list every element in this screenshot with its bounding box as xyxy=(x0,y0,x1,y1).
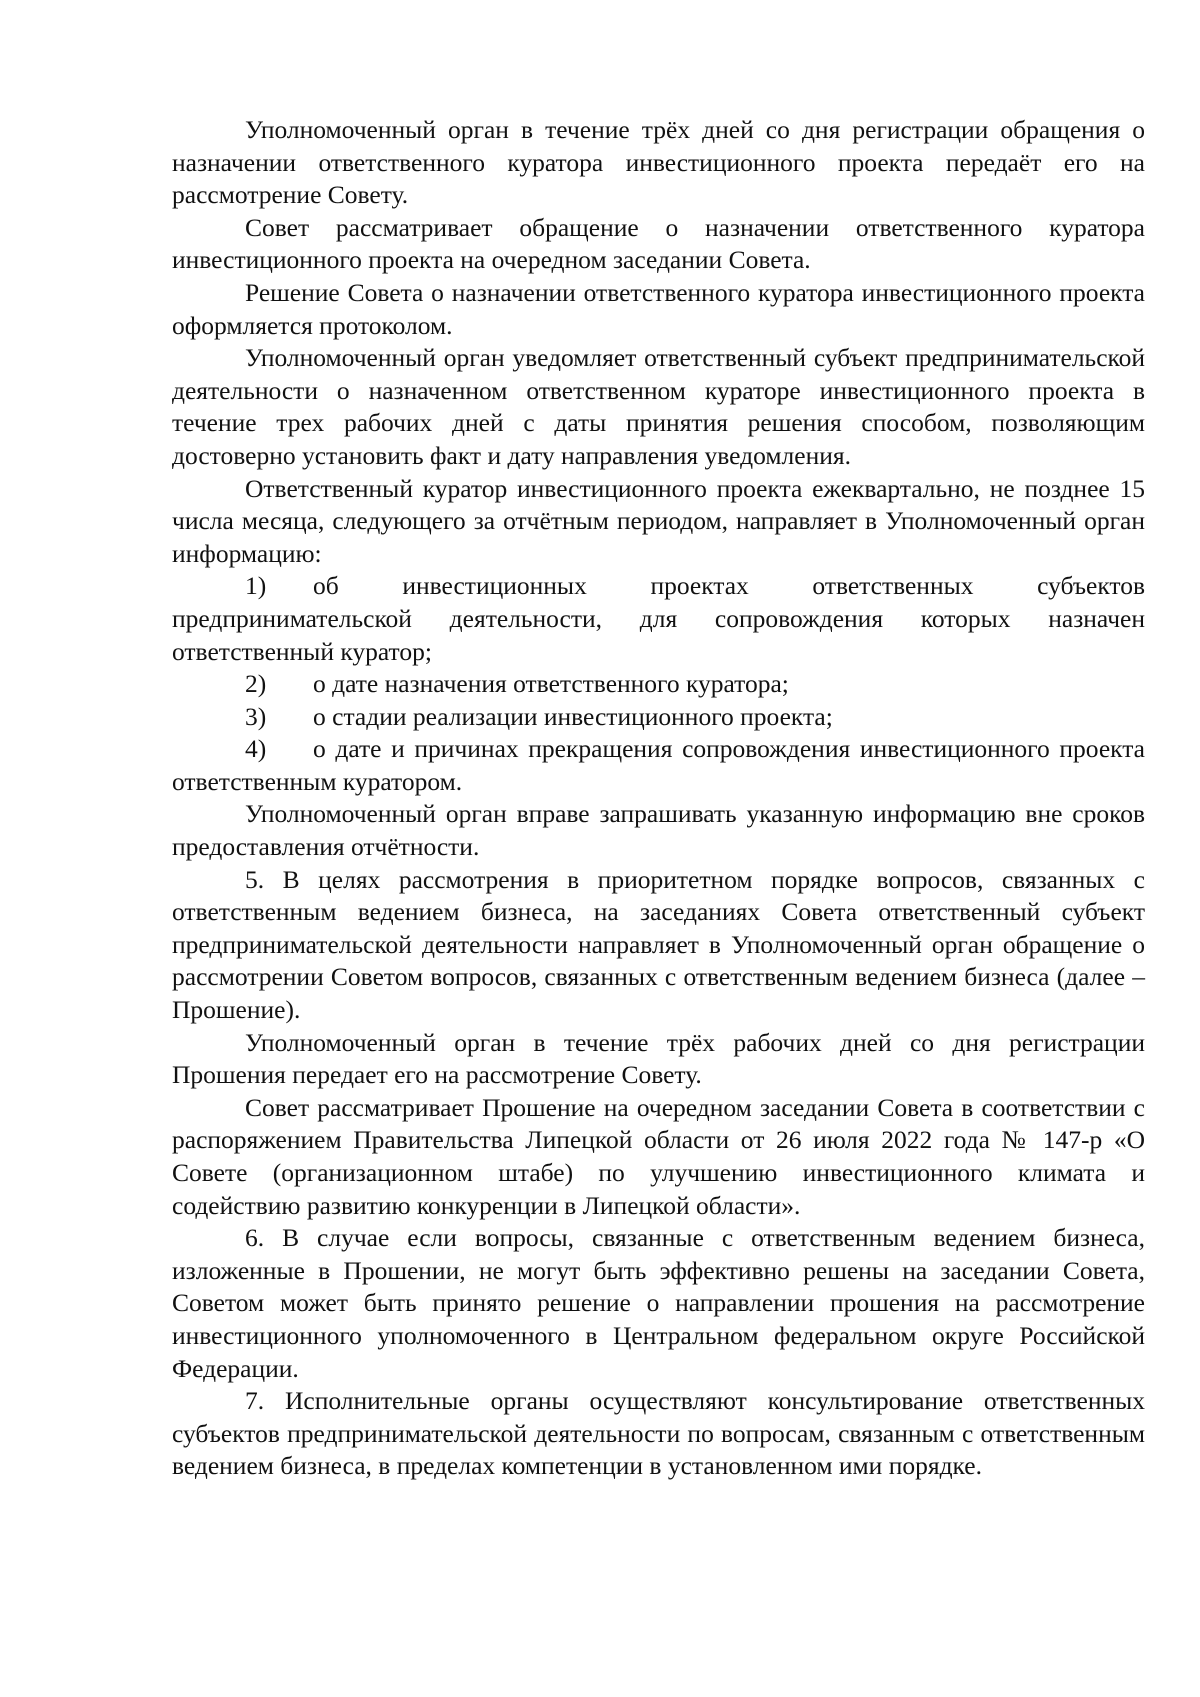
paragraph: Совет рассматривает Прошение на очередном заседании Совета в соответствии с распоряжением Правительства Липецкой области от 26 июля 2022 года № 147-р «О Совете (организационном штабе) по улучшению инвестиционного климата и содействию развитию конкуренции в Липецкой области». xyxy=(172,1092,1145,1220)
list-item-number: 4) xyxy=(245,734,267,764)
paragraph: Уполномоченный орган уведомляет ответственный субъект предпринимательской деятельности о назначенном ответственном кураторе инвестиционного проекта в течение трех рабочих дней с даты принятия решения способом, позволяющим достоверно установить факт и дату направления уведомления. xyxy=(172,343,1145,470)
paragraph: 6. В случае если вопросы, связанные с ответственным ведением бизнеса, изложенные в Прошении, не могут быть эффективно решены на заседании Совета, Советом может быть принято решение о направлении прошения на рассмотрение инвестиционного уполномоченного в Центральном федеральном округе Российской Федерации. xyxy=(172,1223,1145,1383)
paragraph: Уполномоченный орган в течение трёх дней со дня регистрации обращения о назначении ответственного куратора инвестиционного проекта передаёт его на рассмотрение Совету. xyxy=(172,115,1145,210)
list-item xyxy=(172,701,1145,734)
paragraph: Решение Совета о назначении ответственного куратора инвестиционного проекта оформляется протоколом. xyxy=(172,277,1145,340)
list-item-text: о стадии реализации инвестиционного проекта; xyxy=(313,701,833,731)
list-item xyxy=(172,668,1145,701)
list-item xyxy=(172,733,1145,798)
paragraph: 7. Исполнительные органы осуществляют консультирование ответственных субъектов предпринимательской деятельности по вопросам, связанным с ответственным ведением бизнеса, в пределах компетенции в установленном ими порядке. xyxy=(172,1386,1145,1481)
list-item-number: 3) xyxy=(245,701,267,731)
paragraph: Совет рассматривает обращение о назначении ответственного куратора инвестиционного проекта на очередном заседании Совета. xyxy=(172,212,1145,275)
paragraph: 5. В целях рассмотрения в приоритетном порядке вопросов, связанных с ответственным ведением бизнеса, на заседаниях Совета ответственный субъект предпринимательской деятельности направляет в Уполномоченный орган обращение о рассмотрении Советом вопросов, связанных с ответственным ведением бизнеса (далее – Прошение). xyxy=(172,864,1145,1025)
list-item-text: о дате назначения ответственного куратора; xyxy=(313,669,789,699)
list-item-text: о дате и причинах прекращения сопровождения инвестиционного проекта ответственным куратором. xyxy=(172,734,1145,796)
list-item xyxy=(172,570,1145,668)
list-item-text: об инвестиционных проектах ответственных субъектов предпринимательской деятельности, для сопровождения которых назначен ответственный куратор; xyxy=(172,571,1145,666)
document-body xyxy=(172,114,1145,1483)
paragraph: Уполномоченный орган в течение трёх рабочих дней со дня регистрации Прошения передает его на рассмотрение Совету. xyxy=(172,1027,1145,1090)
list-item-number: 1) xyxy=(245,571,267,601)
list-item-number: 2) xyxy=(245,669,267,699)
paragraph: Уполномоченный орган вправе запрашивать указанную информацию вне сроков предоставления отчётности. xyxy=(172,799,1145,862)
paragraph: Ответственный куратор инвестиционного проекта ежеквартально, не позднее 15 числа месяца, следующего за отчётным периодом, направляет в Уполномоченный орган информацию: xyxy=(172,473,1145,568)
